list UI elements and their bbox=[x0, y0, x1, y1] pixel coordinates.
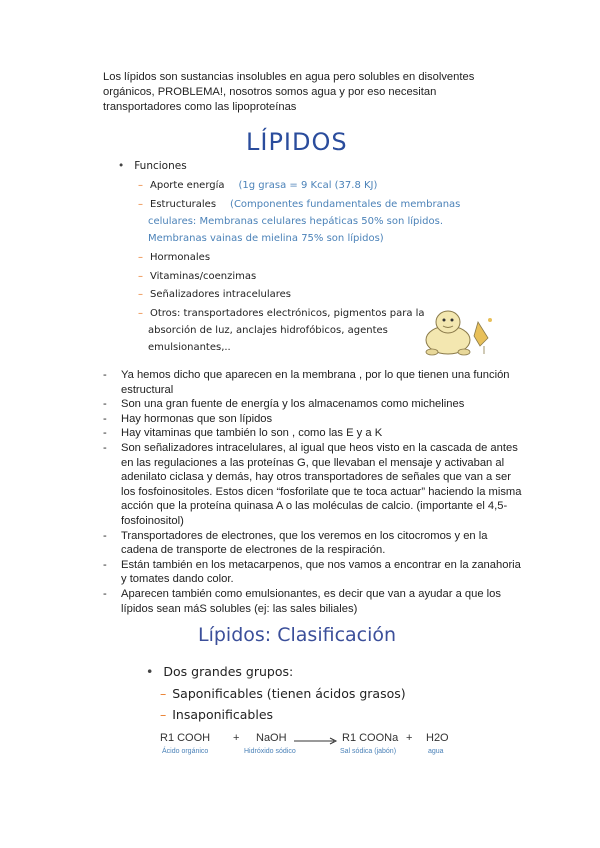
function-aporte: – Aporte energía (1g grasa = 9 Kcal (37.8 KJ) bbox=[138, 180, 378, 191]
label-acid: Ácido orgánico bbox=[162, 748, 209, 755]
product-water: H2O bbox=[426, 732, 449, 744]
bullet-dot: • bbox=[118, 160, 125, 172]
group-insaponificables: – Insaponificables bbox=[160, 707, 274, 722]
cartoon-lipid-figure bbox=[418, 302, 498, 358]
reaction-arrow-icon bbox=[294, 737, 338, 745]
list-item: - Transportadores de electrones, que los veremos en los citocromos y en la cadena de transporte de electrones de la respiración. bbox=[103, 529, 488, 557]
classification-heading: • Dos grandes grupos: bbox=[146, 664, 294, 679]
plus-sign: + bbox=[233, 732, 240, 744]
slide-title-lipidos: LÍPIDOS bbox=[246, 128, 348, 156]
list-item: - Ya hemos dicho que aparecen en la membrana , por lo que tienen una función estructural bbox=[103, 369, 510, 396]
group-saponificables: – Saponificables (tienen ácidos grasos) bbox=[160, 686, 406, 701]
functions-heading: • Funciones bbox=[118, 160, 187, 172]
list-item: - Están también en los metacarpenos, que nos vamos a encontrar en la zanahoria y tomates dando color. bbox=[103, 558, 521, 586]
list-item: - Hay vitaminas que también lo son , como las E y a K bbox=[103, 427, 383, 440]
reactant-acid: R1 COOH bbox=[160, 732, 211, 744]
list-item: - Son una gran fuente de energía y los almacenamos como michelines bbox=[103, 398, 465, 411]
list-item: - Aparecen también como emulsionantes, es decir que van a ayudar a que los lípidos sean máS solubles (ej: las sales biliales) bbox=[103, 587, 501, 615]
estructurales-line3: Membranas vainas de mielina 75% son lípidos) bbox=[148, 233, 384, 244]
label-hydroxide: Hidróxido sódico bbox=[244, 748, 296, 755]
function-hormonales: – Hormonales bbox=[138, 252, 211, 263]
list-item: - Son señalizadores intracelulares, al igual que heos visto en la cascada de antes en las regulaciones a las proteínas G, que llevaban el mensaje y activaban al adenilato ciclasa y demás, hay otros transportadores de señales que van a ser los fosfoinositoles. Estos dicen “fosforilate que te toca actuar” haciendo la misma acción que la proteína quinasa A o las moléculas de calcio. (importante el 4,5-fosfoinositol) bbox=[103, 441, 522, 527]
saponification-equation bbox=[160, 732, 460, 772]
slide-title-clasificacion: Lípidos: Clasificación bbox=[198, 624, 397, 646]
reactant-naoh: NaOH bbox=[256, 732, 287, 744]
intro-paragraph: Los lípidos son sustancias insolubles en agua pero solubles en disolventes orgánicos, PROBLEMA!, nosotros somos agua y por eso necesitan transportadores como las lipoproteínas bbox=[103, 71, 475, 113]
list-item: - Hay hormonas que son lípidos bbox=[103, 412, 273, 425]
function-senalizadores: – Señalizadores intracelulares bbox=[138, 289, 292, 300]
otros-line2: absorción de luz, anclajes hidrofóbicos, agentes bbox=[148, 325, 388, 336]
product-salt: R1 COONa bbox=[342, 732, 399, 744]
otros-line3: emulsionantes,.. bbox=[148, 342, 231, 353]
label-water: agua bbox=[428, 748, 444, 755]
label-salt: Sal sódica (jabón) bbox=[340, 748, 397, 755]
estructurales-line2: celulares: Membranas celulares hepáticas 50% son lípidos. bbox=[148, 216, 444, 227]
bullet-dot: • bbox=[146, 664, 154, 679]
function-vitaminas: – Vitaminas/coenzimas bbox=[138, 271, 257, 282]
function-estructurales: – Estructurales (Componentes fundamentales de membranas bbox=[138, 199, 461, 210]
function-otros: – Otros: transportadores electrónicos, pigmentos para la bbox=[138, 308, 425, 319]
plus-sign: + bbox=[406, 732, 413, 744]
explanation-list bbox=[103, 368, 523, 616]
